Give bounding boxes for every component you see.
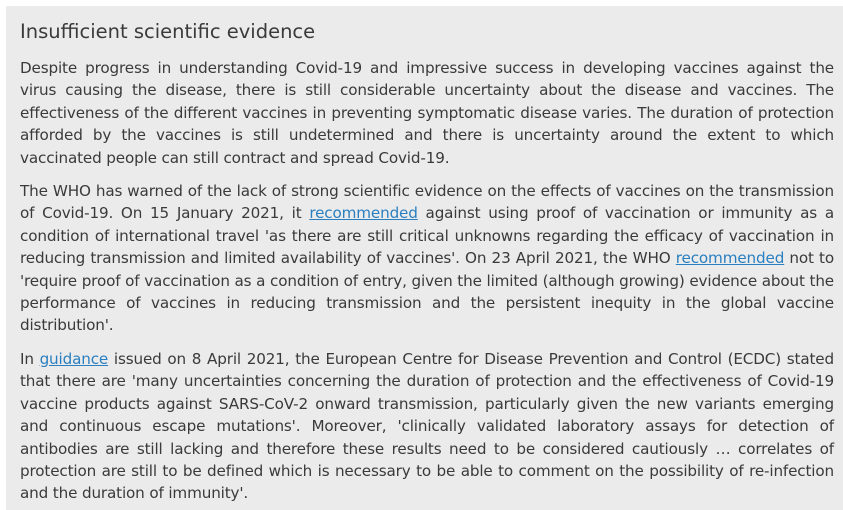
paragraph-3: [20, 348, 834, 505]
paragraph-1: Despite progress in understanding Covid-19 and impressive success in developing vaccines against the virus causing the disease, there is still considerable uncertainty about the disease and vaccines. The effectiveness of the different vaccines in preventing symptomatic disease varies. The duration of protection afforded by the vaccines is still undetermined and there is uncertainty around the extent to which vaccinated people can still contract and spread Covid-19.: [20, 59, 834, 167]
paragraph-2: [20, 180, 834, 337]
paragraph-3-text-b: issued on 8 April 2021, the European Centre for Disease Prevention and Control (ECDC) stated that there are 'many uncertainties concerning the duration of protection and the effectiveness of Covid-19 vaccine products against SARS-CoV-2 onward transmission, particularly given the new variants emerging and continuous escape mutations'. Moreover, 'clinically validated laboratory assays for detection of antibodies are still lacking and therefore these results need to be considered cautiously … correlates of protection are still to be defined which is necessary to be able to comment on the possibility of re-infection and the duration of immunity'.: [20, 349, 834, 503]
section-title: Insufficient scientific evidence: [20, 20, 316, 43]
recommended-link-2[interactable]: recommended: [675, 249, 785, 268]
paragraph-2-text-a: The WHO has warned of the lack of strong scientific evidence on the effects of vaccines on the transmission of Covid-19. On 15 January 2021, it: [20, 182, 834, 223]
paragraph-2-text-c: not to 'require proof of vaccination as a condition of entry, given the limited (although growing) evidence about the performance of vaccines in reducing transmission and the persistent inequity in the global vaccine distribution'.: [20, 249, 834, 335]
paragraph-3-text-a: In: [20, 349, 40, 368]
recommended-link-1[interactable]: recommended: [309, 204, 418, 223]
paragraph-2-text-b: against using proof of vaccination or immunity as a condition of international travel 'as there are still critical unknowns regarding the efficacy of vaccination in reducing transmission and limited availability of vaccines'. On 23 April 2021, the WHO: [20, 204, 835, 268]
evidence-box: [6, 6, 843, 510]
guidance-link[interactable]: guidance: [39, 349, 109, 368]
